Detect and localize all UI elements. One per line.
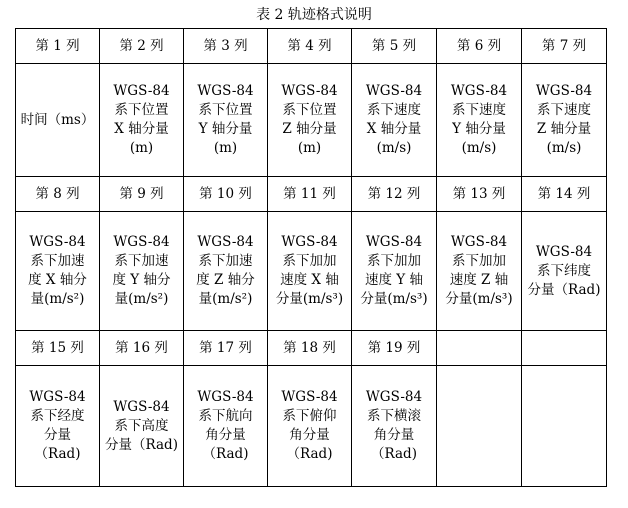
- description-cell: 时间（ms）: [16, 64, 100, 177]
- description-cell: WGS-84 系下位置 X 轴分量 (m): [100, 64, 184, 177]
- column-number-cell: 第 14 列: [522, 177, 607, 212]
- column-number-cell: 第 15 列: [16, 331, 100, 366]
- description-cell: WGS-84 系下位置 Z 轴分量 (m): [268, 64, 352, 177]
- description-cell: WGS-84 系下加速 度 X 轴分 量(m/s²): [16, 212, 100, 331]
- column-number-cell: 第 3 列: [184, 29, 268, 64]
- column-number-cell: 第 18 列: [268, 331, 352, 366]
- empty-cell: [522, 331, 607, 366]
- column-number-cell: 第 19 列: [352, 331, 437, 366]
- description-cell: WGS-84 系下加加 速度 Y 轴 分量(m/s³): [352, 212, 437, 331]
- column-number-row: [16, 177, 607, 212]
- column-number-cell: 第 17 列: [184, 331, 268, 366]
- description-row: [16, 366, 607, 487]
- column-number-cell: 第 11 列: [268, 177, 352, 212]
- table-caption: 表 2 轨迹格式说明: [256, 7, 372, 23]
- column-number-cell: 第 10 列: [184, 177, 268, 212]
- column-number-cell: 第 4 列: [268, 29, 352, 64]
- description-row: [16, 212, 607, 331]
- description-cell: WGS-84 系下俯仰 角分量 （Rad): [268, 366, 352, 487]
- description-cell: WGS-84 系下加速 度 Y 轴分 量(m/s²): [100, 212, 184, 331]
- column-number-cell: 第 6 列: [437, 29, 522, 64]
- column-number-cell: 第 8 列: [16, 177, 100, 212]
- column-number-cell: 第 5 列: [352, 29, 437, 64]
- description-cell: WGS-84 系下加加 速度 X 轴 分量(m/s³): [268, 212, 352, 331]
- empty-cell: [522, 366, 607, 487]
- column-number-cell: 第 12 列: [352, 177, 437, 212]
- column-number-cell: 第 13 列: [437, 177, 522, 212]
- description-cell: WGS-84 系下纬度 分量（Rad): [522, 212, 607, 331]
- column-number-row: [16, 29, 607, 64]
- column-number-cell: 第 1 列: [16, 29, 100, 64]
- description-cell: WGS-84 系下加速 度 Z 轴分 量(m/s²): [184, 212, 268, 331]
- column-number-cell: 第 9 列: [100, 177, 184, 212]
- description-cell: WGS-84 系下横滚 角分量 （Rad): [352, 366, 437, 487]
- track-format-table: [15, 28, 607, 487]
- description-cell: WGS-84 系下位置 Y 轴分量 (m): [184, 64, 268, 177]
- empty-cell: [437, 366, 522, 487]
- column-number-cell: 第 16 列: [100, 331, 184, 366]
- description-cell: WGS-84 系下速度 Y 轴分量 (m/s): [437, 64, 522, 177]
- description-cell: WGS-84 系下加加 速度 Z 轴 分量(m/s³): [437, 212, 522, 331]
- column-number-row: [16, 331, 607, 366]
- description-cell: WGS-84 系下经度 分量 （Rad): [16, 366, 100, 487]
- column-number-cell: 第 2 列: [100, 29, 184, 64]
- description-cell: WGS-84 系下速度 X 轴分量 (m/s): [352, 64, 437, 177]
- column-number-cell: 第 7 列: [522, 29, 607, 64]
- description-cell: WGS-84 系下航向 角分量 （Rad): [184, 366, 268, 487]
- description-cell: WGS-84 系下速度 Z 轴分量 (m/s): [522, 64, 607, 177]
- description-row: [16, 64, 607, 177]
- description-cell: WGS-84 系下高度 分量（Rad): [100, 366, 184, 487]
- empty-cell: [437, 331, 522, 366]
